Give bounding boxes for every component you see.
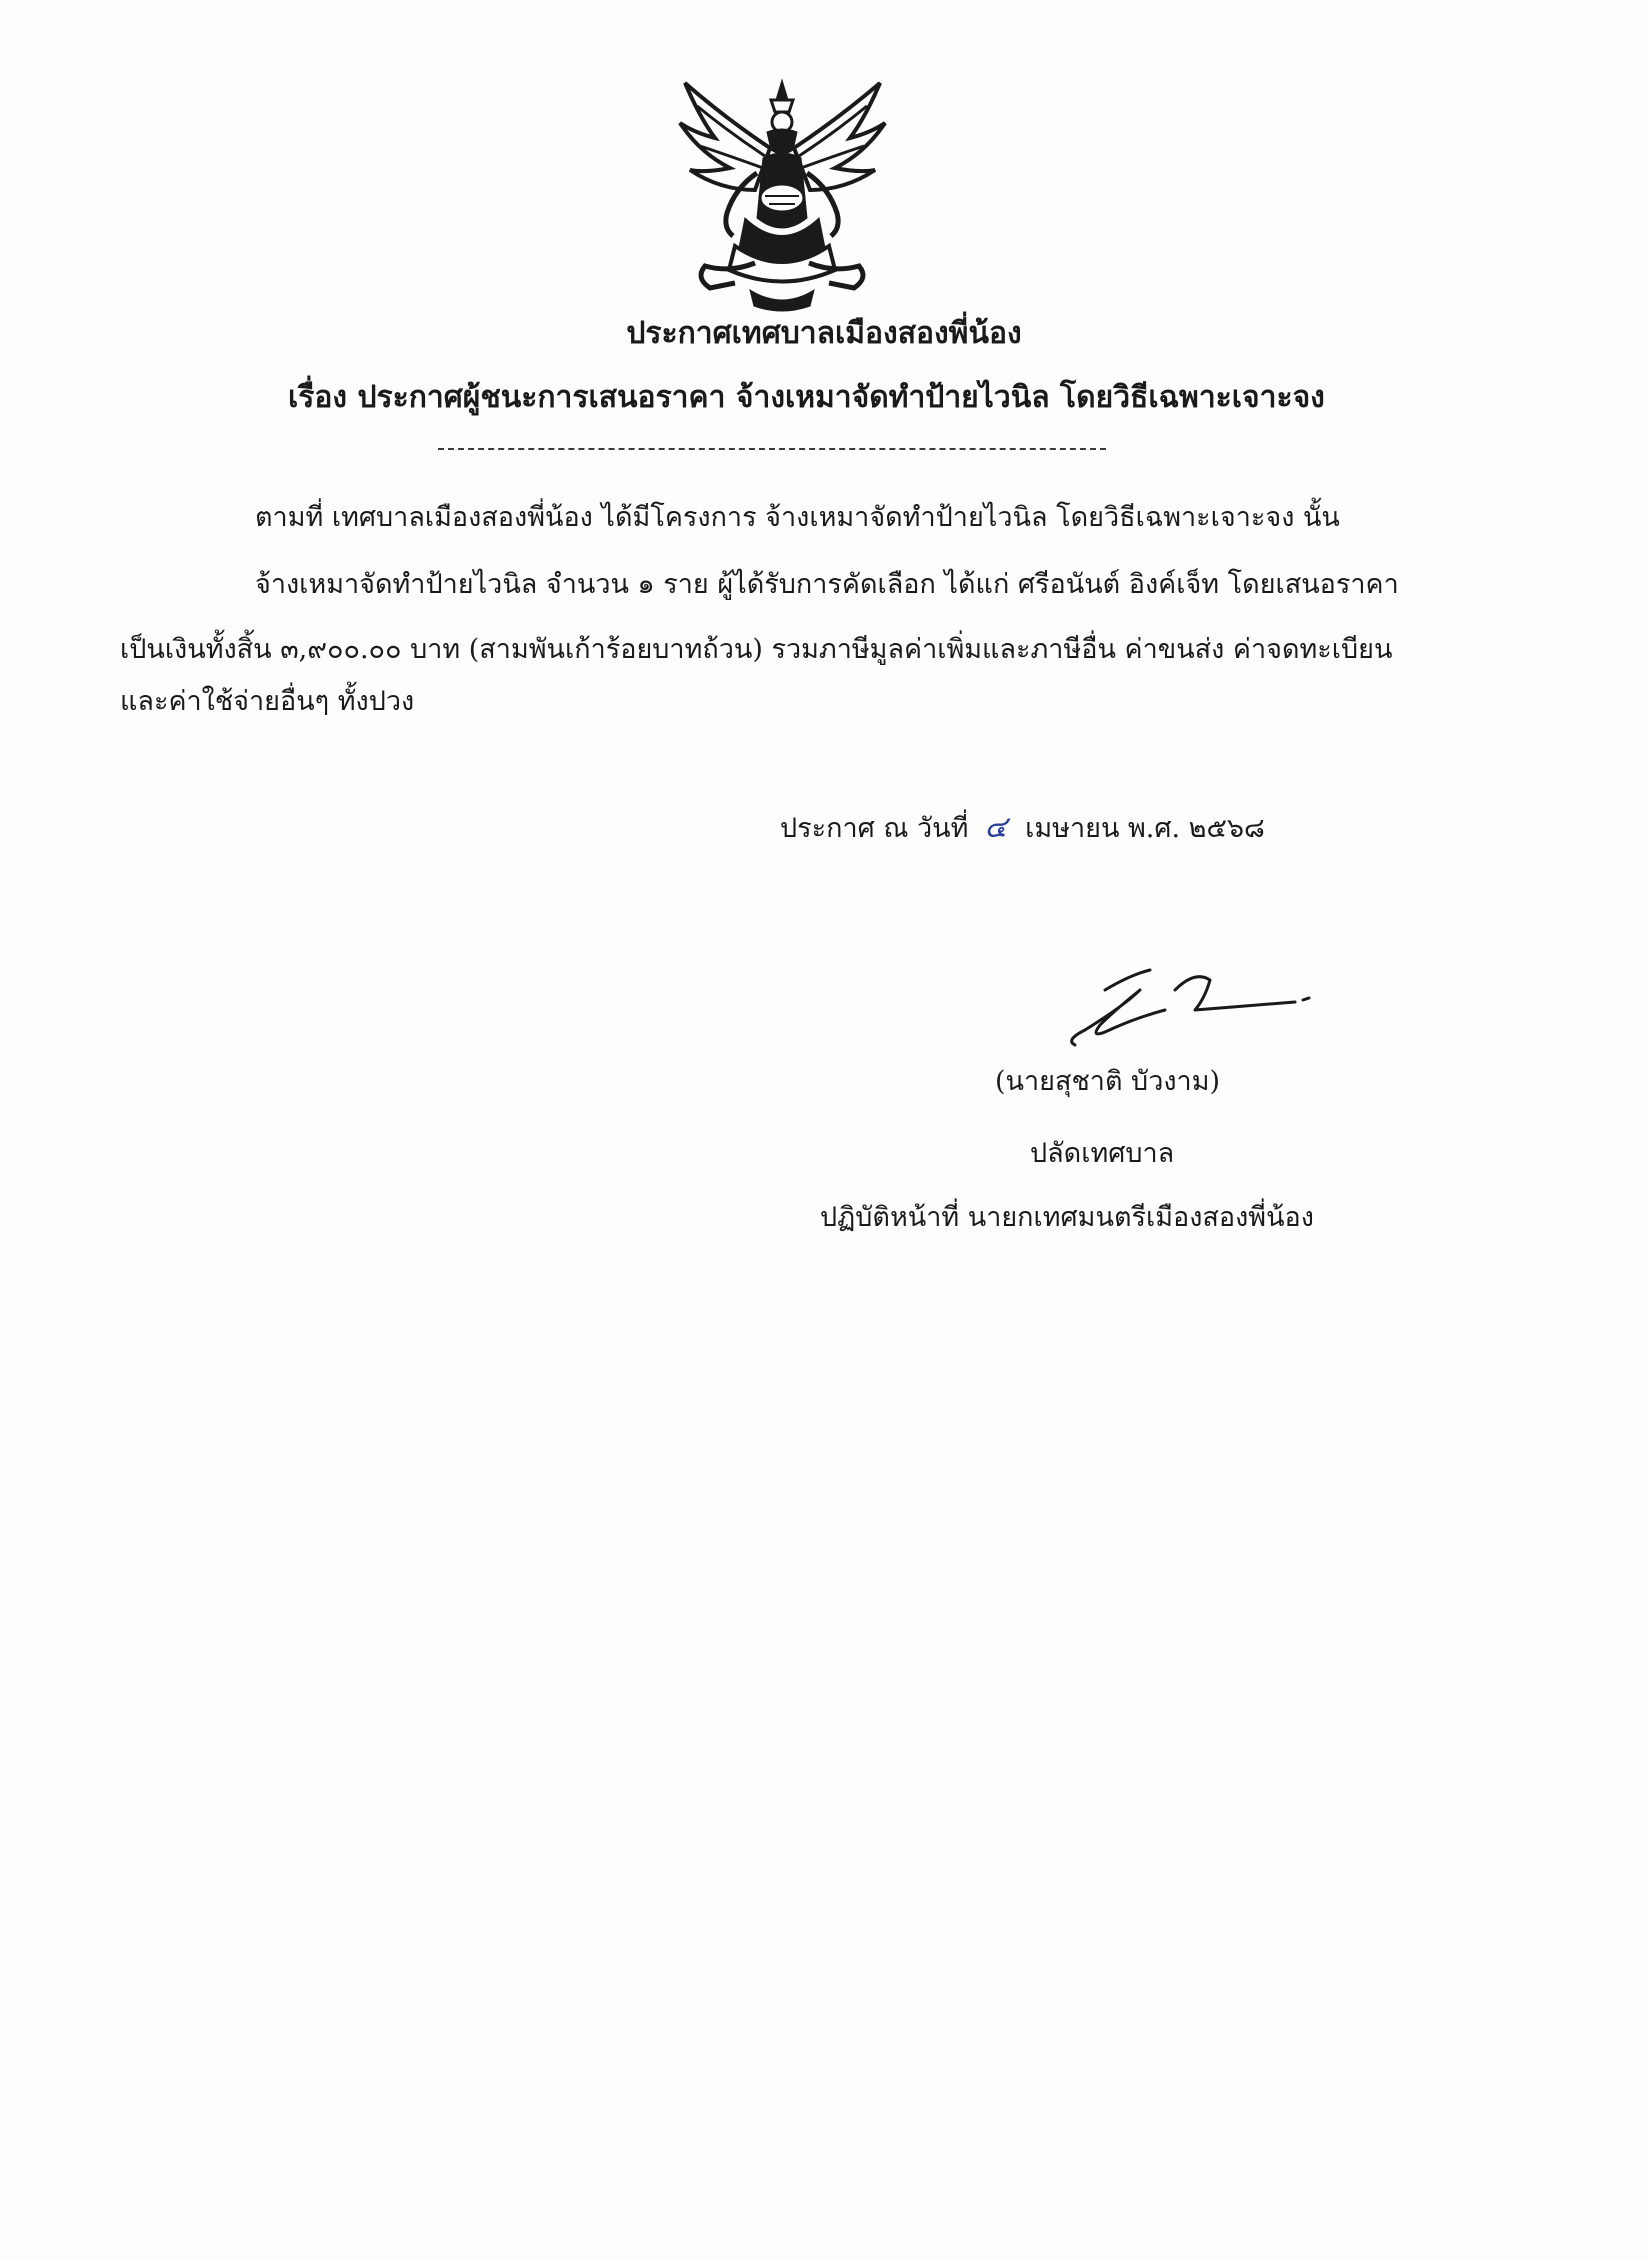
announcement-title: ประกาศเทศบาลเมืองสองพี่น้อง — [626, 316, 1022, 351]
announcement-date — [780, 808, 1265, 849]
signatory-name: (นายสุชาติ บัวงาม) — [995, 1066, 1221, 1097]
date-month-year: เมษายน พ.ศ. ๒๕๖๘ — [1025, 813, 1265, 844]
body-paragraph-2-line-3: และค่าใช้จ่ายอื่นๆ ทั้งปวง — [120, 686, 415, 717]
signatory-position-2: ปฏิบัติหน้าที่ นายกเทศมนตรีเมืองสองพี่น้อง — [820, 1202, 1314, 1233]
body-paragraph-2-line-2: เป็นเงินทั้งสิ้น ๓,๙๐๐.๐๐ บาท (สามพันเก้าร้อยบาทถ้วน) รวมภาษีมูลค่าเพิ่มและภาษีอื่น ค่าขนส่ง ค่าจดทะเบียน — [120, 634, 1393, 665]
signatory-position-1: ปลัดเทศบาล — [1030, 1138, 1175, 1169]
date-day-handwritten: ๔ — [984, 810, 1008, 845]
body-paragraph-2-line-1: จ้างเหมาจัดทำป้ายไวนิล จำนวน ๑ ราย ผู้ได้รับการคัดเลือก ได้แก่ ศรีอนันต์ อิงค์เจ็ท โดยเสนอราคา — [255, 569, 1399, 600]
body-paragraph-1: ตามที่ เทศบาลเมืองสองพี่น้อง ได้มีโครงการ จ้างเหมาจัดทำป้ายไวนิล โดยวิธีเฉพาะเจาะจง นั้น — [255, 502, 1340, 533]
dashed-divider — [438, 448, 1106, 450]
handwritten-signature-icon — [1045, 950, 1325, 1050]
announcement-subject: เรื่อง ประกาศผู้ชนะการเสนอราคา จ้างเหมาจัดทำป้ายไวนิล โดยวิธีเฉพาะเจาะจง — [288, 380, 1325, 415]
date-prefix: ประกาศ ณ วันที่ — [780, 813, 969, 844]
garuda-emblem-icon — [675, 78, 890, 313]
